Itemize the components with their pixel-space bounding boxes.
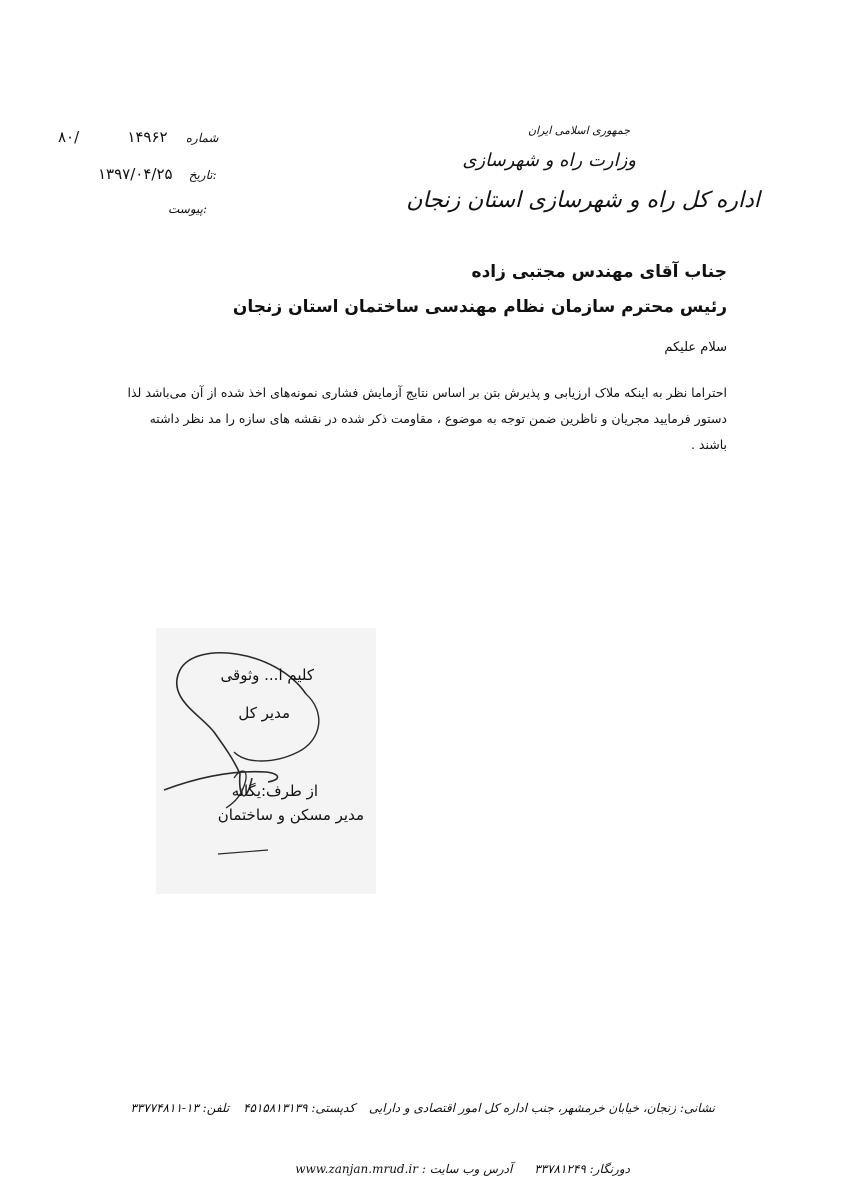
footer-fax-label: دورنگار: [589,1162,630,1176]
reference-number-row [58,128,218,146]
reference-date-value: ۱۳۹۷/۰۴/۲۵ [98,165,173,183]
reference-number-value: ۱۴۹۶۲ [127,128,168,146]
on-behalf-name: از طرف:یگانه [231,782,318,800]
footer-postal-code: ۴۵۱۵۸۱۳۱۳۹ [243,1101,308,1115]
on-behalf-title: مدیر مسکن و ساختمان [217,806,364,824]
letter-body: احتراما نظر به اینکه ملاک ارزیابی و پذیرش بتن بر اساس نتایج آزمایش فشاری نمونه‌های اخذ شده از آن می‌باشد لذا دستور فرمایید مجریان و ناظرین ضمن توجه به موضوع ، مقاومت ذکر شده در نقشه های سازه را مد نظر داشته باشند . [127,385,727,452]
footer-postal-label: کدپستی: [311,1101,356,1115]
footer-phone-label: تلفن: [202,1101,230,1115]
recipient-line-1: جناب آقای مهندس مجتبی زاده [471,262,727,282]
reference-attachment-label: پیوست: [168,202,208,216]
directorate-name: اداره کل راه و شهرسازی استان زنجان [406,188,760,213]
recipient-line-2: رئیس محترم سازمان نظام مهندسی ساختمان استان زنجان [232,297,727,317]
footer-address-line [130,1101,715,1115]
reference-date-row [98,165,217,183]
country-name: جمهوری اسلامی ایران [527,124,630,137]
reference-attachment-row [168,202,207,217]
signature-block [156,628,376,894]
greeting: سلام علیکم [664,340,727,355]
footer-website-label: آدرس وب سایت : [421,1162,513,1176]
signatory-title: مدیر کل [238,704,290,722]
footer-address: زنجان، خیابان خرمشهر، جنب اداره کل امور اقتصادی و دارایی [368,1101,677,1115]
reference-number-label: شماره [185,131,219,145]
footer-fax: ۳۳۷۸۱۲۴۹ [534,1162,586,1176]
signatory-name: کلیم ا... وثوقی [220,666,314,684]
footer-contact-line [295,1162,630,1176]
reference-date-label: تاریخ: [188,168,217,182]
ministry-name: وزارت راه و شهرسازی [462,150,636,171]
footer-website-link[interactable]: www.zanjan.mrud.ir [295,1162,418,1176]
footer-phone: ۱۳-۳۳۷۷۴۸۱۱ [130,1101,199,1115]
footer-address-label: نشانی: [679,1101,715,1115]
reference-code: ۸۰/ [58,128,80,146]
